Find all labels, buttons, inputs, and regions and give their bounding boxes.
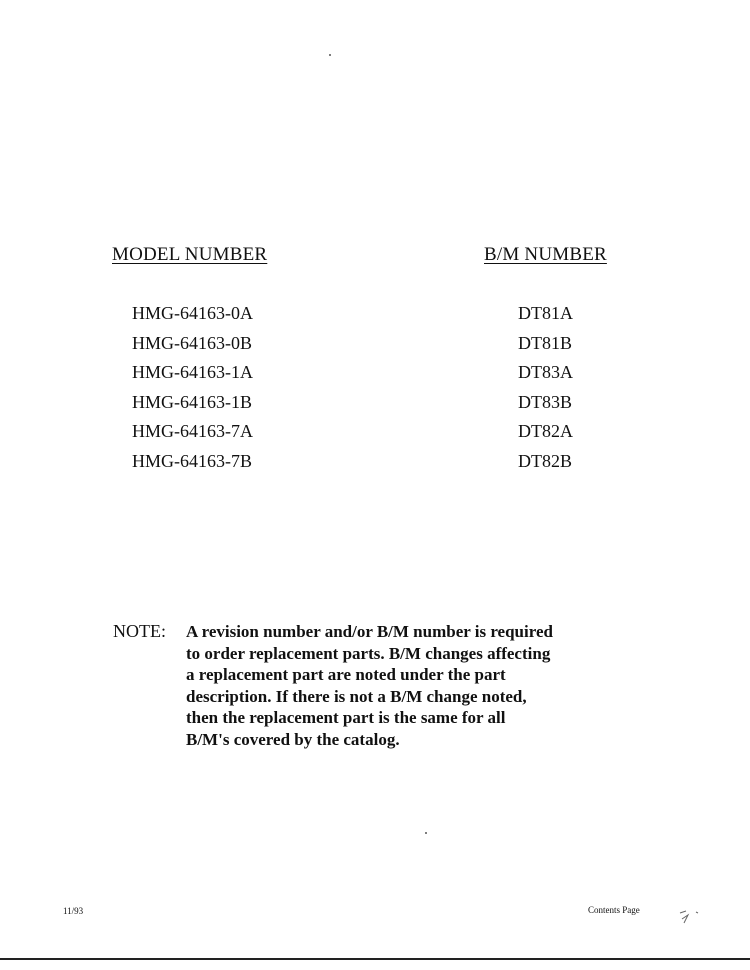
model-number-header: MODEL NUMBER	[112, 244, 268, 265]
model-number-cell: HMG-64163-0B	[132, 332, 252, 353]
bm-number-cell: DT81B	[518, 332, 572, 353]
table-row	[0, 303, 750, 333]
footer-page-label: Contents Page	[588, 905, 640, 915]
model-number-cell: HMG-64163-1B	[132, 391, 252, 412]
note-line: a replacement part are noted under the part	[186, 665, 506, 685]
bm-number-header: B/M NUMBER	[484, 244, 607, 265]
model-number-cell: HMG-64163-7A	[132, 421, 253, 441]
bottom-rule	[0, 958, 750, 960]
bm-number-cell: DT83B	[518, 391, 572, 412]
bm-number-cell: DT83A	[518, 362, 573, 382]
model-number-cell: HMG-64163-7B	[132, 450, 252, 471]
model-number-cell: HMG-64163-1A	[132, 362, 253, 382]
table-row	[0, 362, 750, 392]
note-line: then the replacement part is the same for all	[186, 708, 506, 728]
bm-number-cell: DT81A	[518, 303, 573, 323]
pen-mark-icon	[676, 905, 706, 927]
scan-speck	[329, 54, 331, 56]
footer-date: 11/93	[63, 906, 84, 916]
note-label: NOTE:	[113, 621, 166, 641]
note-line: B/M's covered by the catalog.	[186, 729, 400, 749]
note-line: to order replacement parts. B/M changes affecting	[186, 643, 551, 663]
table-row	[0, 451, 750, 481]
bm-number-cell: DT82A	[518, 421, 573, 441]
table-row	[0, 392, 750, 422]
scan-speck	[425, 832, 427, 834]
model-bm-table	[0, 303, 750, 480]
note-text	[186, 621, 636, 751]
table-row	[0, 421, 750, 451]
bm-number-cell: DT82B	[518, 450, 572, 471]
note-line: A revision number and/or B/M number is required	[186, 622, 553, 641]
table-row	[0, 333, 750, 363]
model-number-cell: HMG-64163-0A	[132, 303, 253, 323]
note-line: description. If there is not a B/M change noted,	[186, 686, 527, 706]
